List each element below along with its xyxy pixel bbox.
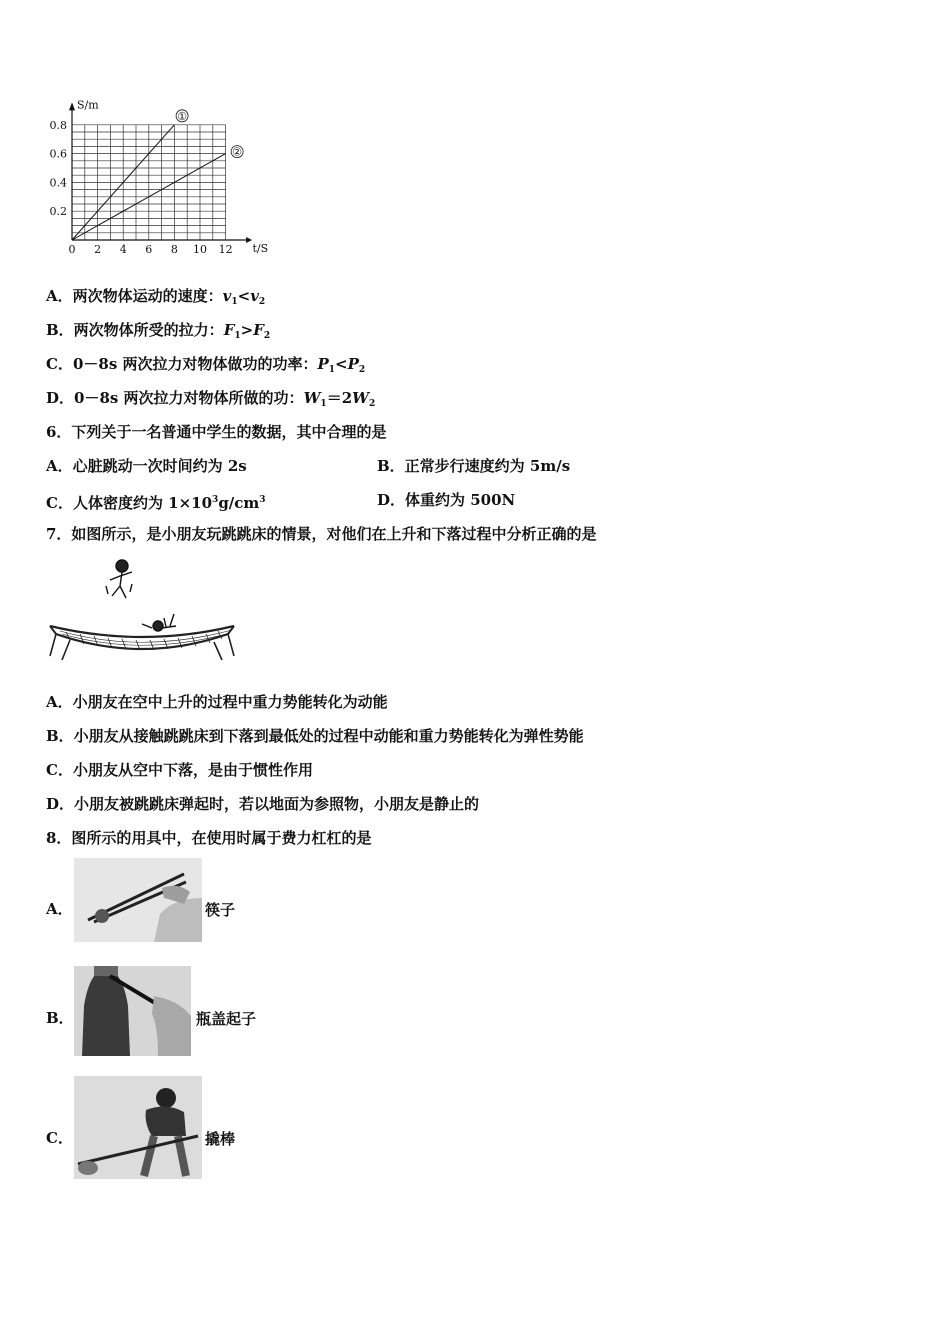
x-tick-label: 10 — [193, 243, 207, 256]
chopsticks-photo — [74, 858, 202, 942]
x-tick-label: 0 — [68, 243, 76, 256]
graph-axes — [69, 102, 252, 243]
q8-option-b-letter: B． — [46, 1009, 74, 1027]
q7-option-c: C．小朋友从空中下落，是由于惯性作用 — [46, 761, 313, 779]
q6-option-b: B．正常步行速度约为 5m/s — [377, 457, 571, 475]
q5-option-c: C．0－8s 两次拉力对物体做功的功率：$P_1<P_2$ — [46, 355, 366, 375]
y-tick-label: 0.8 — [49, 118, 67, 132]
jumping-child-figure — [106, 560, 132, 598]
q8-option-a-letter: A． — [46, 900, 73, 918]
q6-option-a: A．心脏跳动一次时间约为 2s — [46, 457, 247, 475]
y-axis-label: S/m — [77, 98, 99, 112]
q8-stem: 8．图所示的用具中，在使用时属于费力杠杠的是 — [46, 829, 372, 847]
x-axis-arrow — [246, 237, 252, 243]
x-axis-label: t/S — [252, 242, 269, 255]
lying-child-figure — [142, 614, 176, 631]
q5-option-d: D．0－8s 两次拉力对物体所做的功：$W_1=2W_2$ — [46, 389, 376, 409]
q7-option-a: A．小朋友在空中上升的过程中重力势能转化为动能 — [46, 693, 388, 711]
trampoline-net — [50, 626, 234, 660]
crowbar-photo — [74, 1076, 202, 1179]
trampoline-illustration — [46, 556, 238, 664]
q7-option-b: B．小朋友从接触跳跳床到下落到最低处的过程中动能和重力势能转化为弹性势能 — [46, 727, 584, 745]
q8-option-b-label: 瓶盖起子 — [196, 1010, 257, 1028]
bottle-opener-photo — [74, 966, 191, 1056]
graph-labels — [50, 98, 269, 256]
q6-option-d: D．体重约为 500N — [377, 491, 516, 509]
q8-option-a-label: 筷子 — [205, 901, 236, 919]
x-tick-label: 12 — [218, 243, 233, 256]
x-tick-label: 6 — [145, 243, 153, 256]
graph-grid — [72, 125, 226, 240]
series-1-label: ① — [177, 109, 188, 123]
x-tick-label: 2 — [94, 243, 102, 256]
q8-option-c-letter: C． — [46, 1129, 73, 1147]
y-tick-label: 0.4 — [49, 176, 67, 190]
q6-option-c: C．人体密度约为 $1\times 10^3g/cm^3$ — [46, 494, 266, 512]
q7-stem: 7．如图所示，是小朋友玩跳跳床的情景，对他们在上升和下落过程中分析正确的是 — [46, 525, 597, 543]
y-tick-label: 0.2 — [49, 205, 67, 219]
q7-option-d: D．小朋友被跳跳床弹起时，若以地面为参照物，小朋友是静止的 — [46, 795, 480, 813]
series-2-label: ② — [232, 145, 243, 159]
y-axis-arrow — [69, 102, 75, 110]
x-tick-label: 4 — [119, 243, 127, 256]
distance-time-graph — [40, 98, 270, 260]
q5-option-b: B．两次物体所受的拉力：$F_1>F_2$ — [46, 321, 271, 341]
x-tick-label: 8 — [170, 243, 178, 256]
y-tick-label: 0.6 — [49, 147, 67, 161]
q8-option-c-label: 撬棒 — [205, 1130, 236, 1148]
q5-option-a: A．两次物体运动的速度：$v_1<v_2$ — [46, 287, 266, 307]
q6-stem: 6．下列关于一名普通中学生的数据，其中合理的是 — [46, 423, 387, 441]
